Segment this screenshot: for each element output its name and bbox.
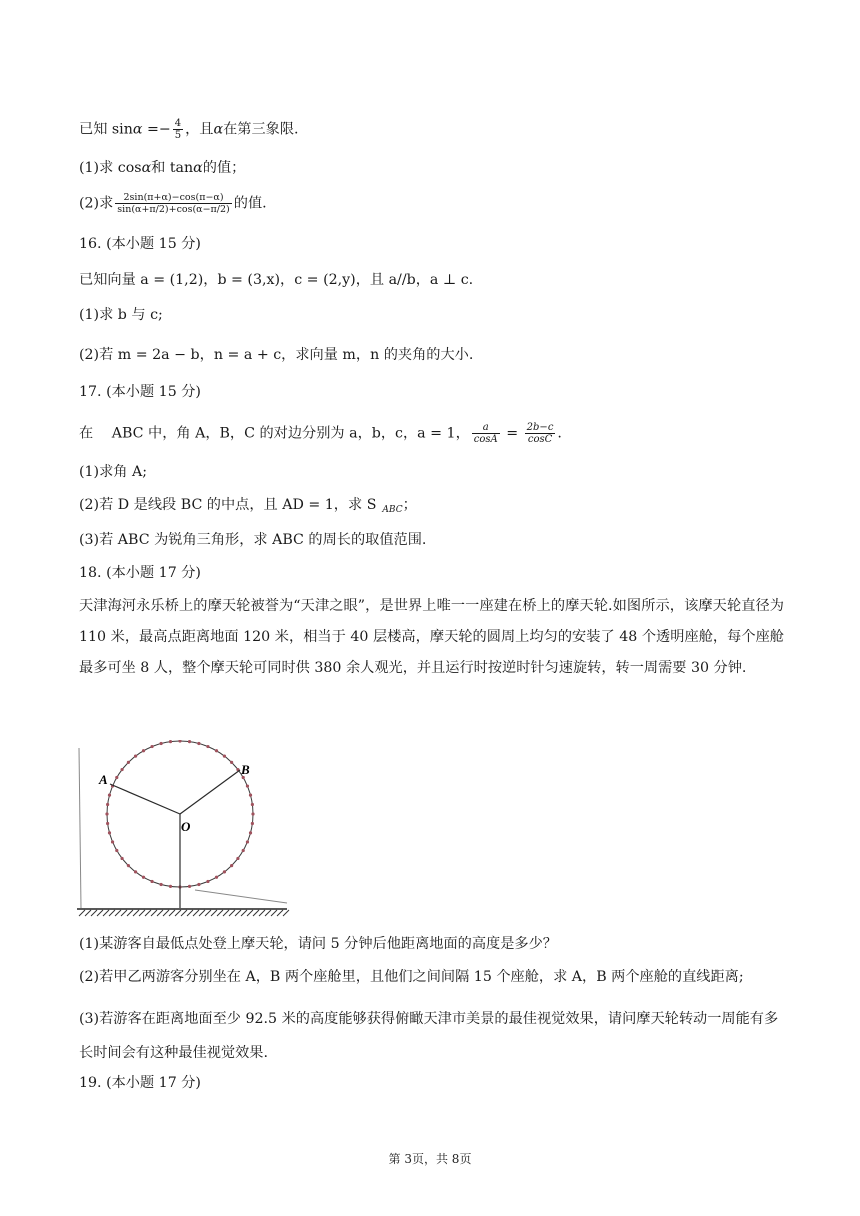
hatch-stroke [115,910,121,916]
page-footer: 第 3页，共 8页 [388,1152,472,1166]
cabin-dot [223,754,226,757]
right-bank-line [195,890,287,903]
q17-frac1 [472,422,500,445]
hatch-stroke [145,910,151,916]
cabin-dot [206,880,209,883]
q19-header: 19. (本小题 17 分) [79,1075,201,1091]
q17-p2-sub: ABC [382,505,403,515]
q18-body: 天津海河永乐桥上的摩天轮被誉为“天津之眼”，是世界上唯一一座建在桥上的摩天轮.如图所示，该摩天轮直径为 110 米，最高点距离地面 120 米，相当于 40 层楼高，摩天轮的圆周上均匀的安装了 48 个透明座舱，每个座舱最多可坐 8 人，整个摩天轮可同时供 380 余人观光，并且运行时按逆时针匀速旋转，转一周需要 30 分钟. [79,598,784,676]
hatch-stroke [109,910,115,916]
hatch-stroke [247,910,253,916]
label-a: A [99,772,108,787]
hatch-stroke [223,910,229,916]
q15-alpha-2: α [213,121,224,138]
hatch-stroke [277,910,283,916]
cabin-dot [223,870,226,873]
q18-part3-line [79,1002,784,1070]
cabin-dot [230,761,233,764]
hatch-stroke [157,910,163,916]
hatch-stroke [265,910,271,916]
q15-intro-prefix: 已知 sin [79,121,133,138]
q17-frac2-den: cosC [527,434,553,445]
q16-given: 已知向量 a = (1,2)，b = (3,x)，c = (2,y)，且 a//b，a ⊥ c. [79,272,474,288]
q18-header: 18. (本小题 17 分) [79,565,201,581]
spoke-to-b [180,770,240,814]
q18-part1: (1)某游客自最低点处登上摩天轮，请问 5 分钟后他距离地面的高度是多少？ [79,936,557,952]
q15-p2-fraction [115,192,231,215]
q16-part2: (2)若 m = 2a − b，n = a + c，求向量 m，n 的夹角的大小. [79,347,474,363]
cabin-dot [249,831,252,834]
cabin-dot [106,803,109,806]
hatch-stroke [283,910,289,916]
cabin-dot [215,876,218,879]
hatch-stroke [151,910,157,916]
q17-p2-a: (2)若 D 是线段 BC 的中点，且 AD = 1，求 S [79,497,377,513]
cabin-dot [120,768,123,771]
cabin-dot [251,803,254,806]
q15-part2 [79,192,267,215]
cabin-dot [215,749,218,752]
q17-frac1-num: a [472,422,500,434]
left-bank-line [79,748,81,908]
hatch-stroke [253,910,259,916]
hatch-stroke [217,910,223,916]
q15-p1-a: (1)求 cos [79,160,142,176]
hatch-stroke [181,910,187,916]
cabin-dot [142,749,145,752]
cabin-dot [127,864,130,867]
cabin-dot [251,812,254,815]
cabin-dot [111,840,114,843]
q17-given: 在 ABC 中，角 A，B，C 的对边分别为 a，b，c，a = 1， $\frac{a}{\cos A}$ = $\frac{2b-c}{\cos C}$ . [79,422,562,445]
ground-hatching [79,910,289,916]
label-o: O [181,819,191,834]
cabin-dot [160,883,163,886]
q15-fraction [173,118,183,141]
q17-p2-b: ； [402,497,417,513]
ferris-wheel-figure [75,740,290,920]
cabin-dot [150,880,153,883]
q15-p1-alpha-2: α [193,160,203,176]
hatch-stroke [163,910,169,916]
hatch-stroke [211,910,217,916]
q17-frac1-den: cosA [473,434,498,445]
cabin-dot [105,812,108,815]
cabin-dot [134,870,137,873]
q17-frac2-num: 2b−c [526,422,554,433]
hatch-stroke [127,910,133,916]
ferris-wheel-diagram [75,740,290,920]
hatch-stroke [235,910,241,916]
hatch-stroke [85,910,91,916]
cabin-dot [188,740,191,743]
cabin-dot [246,840,249,843]
q15-alpha: α [132,121,143,138]
q15-p1-c: 的值； [202,160,246,176]
q15-p2-suffix: 的值. [233,195,267,212]
cabin-dot [249,794,252,797]
q15-eq: =− [142,121,171,138]
hatch-stroke [205,910,211,916]
hatch-stroke [103,910,109,916]
cabin-dot [197,883,200,886]
cabin-dot [206,745,209,748]
cabin-dot [150,745,153,748]
hatch-stroke [139,910,145,916]
q18-part3: (3)若游客在距离地面至少 92.5 米的高度能够获得俯瞰天津市美景的最佳视觉效果，请问摩天轮转动一周能有多长时间会有这种最佳视觉效果. [79,1011,779,1061]
q17-given-b: ABC 中，角 A，B，C 的对边分别为 a，b，c，a = 1， [111,425,470,442]
cabin-dot [242,849,245,852]
q17-frac2 [525,422,556,445]
q15-part1 [79,158,245,178]
cabin-dot [142,876,145,879]
cabin-dot [108,794,111,797]
cabin-dot [106,822,109,825]
hatch-stroke [229,910,235,916]
hatch-stroke [199,910,205,916]
hatch-stroke [241,910,247,916]
cabin-dot [120,857,123,860]
q15-frac-num: 4 [174,118,182,129]
cabin-dot [115,776,118,779]
cabin-dot [115,849,118,852]
q18-part2: (2)若甲乙两游客分别坐在 A，B 两个座舱里，且他们之间间隔 15 个座舱，求 A，B 两个座舱的直线距离; [79,969,744,985]
q15-p2-prefix: (2)求 [79,195,114,212]
q17-part2 [79,495,417,520]
cabin-dot [169,740,172,743]
q15-p1-b: 和 tan [151,160,194,176]
q15-frac-den: 5 [174,130,182,141]
q17-header: 17. (本小题 15 分) [79,384,201,400]
cabin-dot [230,864,233,867]
cabin-dot [236,857,239,860]
hatch-stroke [97,910,103,916]
cabin-dot [127,761,130,764]
q16-header: 16. (本小题 15 分) [79,236,201,252]
cabin-dot [197,742,200,745]
hatch-stroke [193,910,199,916]
cabin-dot [178,740,181,743]
hatch-stroke [187,910,193,916]
hatch-stroke [121,910,127,916]
hatch-stroke [169,910,175,916]
cabin-dot [134,754,137,757]
cabin-dot [169,885,172,888]
label-b: B [241,762,250,777]
hatch-stroke [271,910,277,916]
q15-p2-den: sin(α+π/2)+cos(α−π/2) [117,204,230,215]
cabin-dot [160,742,163,745]
hatch-stroke [133,910,139,916]
hatch-stroke [259,910,265,916]
q15-suffix-1: ，且 [185,121,214,138]
hatch-stroke [175,910,181,916]
q15-suffix-2: 在第三象限. [223,121,299,138]
cabin-dot [246,784,249,787]
cabin-dot [251,822,254,825]
q16-part1: (1)求 b 与 c; [79,307,163,323]
hatch-stroke [79,910,85,916]
hatch-stroke [91,910,97,916]
q17-part3: (3)若 ABC 为锐角三角形，求 ABC 的周长的取值范围. [79,532,427,548]
cabin-dot [108,831,111,834]
q15-p1-alpha: α [141,160,152,176]
spoke-to-a [110,784,180,814]
q15-intro [79,118,299,141]
q15-p2-num: 2sin(π+α)−cos(π−α) [115,192,231,204]
q17-part1: (1)求角 A; [79,464,148,480]
q17-given-a: 在 [79,425,98,442]
cabin-dot [188,885,191,888]
